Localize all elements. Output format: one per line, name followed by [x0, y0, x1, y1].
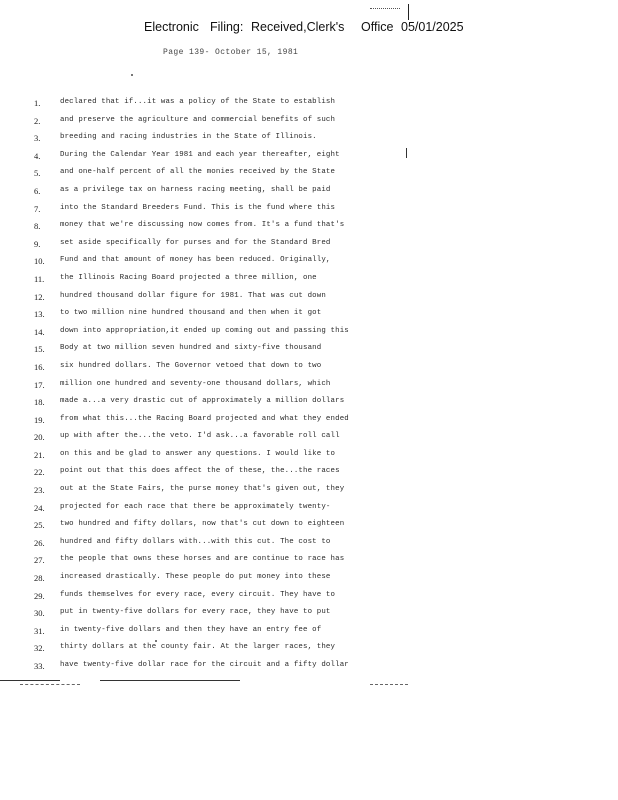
bottom-rule [0, 680, 410, 686]
line-text: in twenty-five dollars and then they have an entry fee of [60, 625, 322, 634]
page-header: Page 139- October 15, 1981 [163, 48, 299, 57]
line-number: 18. [34, 397, 45, 408]
line-text: put in twenty-five dollars for every race, they have to put [60, 608, 331, 617]
line-number: 20. [34, 432, 45, 443]
line-text: into the Standard Breeders Fund. This is the fund where this [60, 203, 336, 212]
line-text: projected for each race that there be approximately twenty- [60, 502, 331, 511]
line-text: six hundred dollars. The Governor vetoed that down to two [60, 361, 322, 370]
line-number: 6. [34, 185, 41, 196]
transcript-line [0, 342, 618, 360]
line-text: million one hundred and seventy-one thousand dollars, which [60, 379, 331, 388]
line-text: as a privilege tax on harness racing meeting, shall be paid [60, 185, 331, 194]
line-text: two hundred and fifty dollars, now that's cut down to eighteen [60, 520, 345, 529]
filing-stamp [144, 20, 474, 38]
line-number: 5. [34, 168, 41, 179]
line-number: 24. [34, 502, 45, 513]
transcript-line [0, 272, 618, 290]
line-text: made a...a very drastic cut of approximately a million dollars [60, 397, 345, 406]
line-text: on this and be glad to answer any questions. I would like to [60, 449, 336, 458]
line-text: Body at two million seven hundred and sixty-five thousand [60, 344, 322, 353]
transcript-line [0, 553, 618, 571]
line-text: to two million nine hundred thousand and then when it got [60, 309, 322, 318]
transcript-line [0, 536, 618, 554]
line-text: the Illinois Racing Board projected a three million, one [60, 273, 317, 282]
transcript-line [0, 589, 618, 607]
transcript-line [0, 624, 618, 642]
transcript-line [0, 360, 618, 378]
line-text: set aside specifically for purses and for the Standard Bred [60, 238, 331, 247]
rule-dash [370, 684, 408, 686]
line-text: down into appropriation,it ended up coming out and passing this [60, 326, 349, 335]
stamp-word-electronic: Electronic [144, 20, 199, 34]
line-number: 19. [34, 414, 45, 425]
line-number: 7. [34, 203, 41, 214]
line-number: 8. [34, 221, 41, 232]
scan-artifact-dots [370, 8, 400, 11]
line-text: and one-half percent of all the monies received by the State [60, 168, 336, 177]
transcript-line [0, 465, 618, 483]
line-number: 14. [34, 326, 45, 337]
rule-dash [20, 684, 80, 686]
transcript-line [0, 659, 618, 677]
line-number: 23. [34, 485, 45, 496]
transcript-line [0, 290, 618, 308]
transcript-line [0, 131, 618, 149]
scan-artifact-tick [408, 4, 409, 20]
line-text: up with after the...the veto. I'd ask...a favorable roll call [60, 432, 340, 441]
line-number: 27. [34, 555, 45, 566]
transcript-line [0, 184, 618, 202]
transcript-line [0, 166, 618, 184]
stamp-word-filing: Filing: [210, 20, 244, 34]
line-text: the people that owns these horses and are continue to race has [60, 555, 345, 564]
transcript-line [0, 606, 618, 624]
line-number: 30. [34, 608, 45, 619]
transcript-line [0, 202, 618, 220]
line-text: hundred thousand dollar figure for 1981. That was cut down [60, 291, 326, 300]
transcript-line [0, 483, 618, 501]
line-number: 31. [34, 625, 45, 636]
scan-speck [131, 74, 133, 76]
transcript-line [0, 219, 618, 237]
line-number: 12. [34, 291, 45, 302]
transcript-line [0, 413, 618, 431]
line-text: thirty dollars at the county fair. At the larger races, they [60, 643, 336, 652]
line-text: breeding and racing industries in the State of Illinois. [60, 133, 317, 142]
line-text: out at the State Fairs, the purse money that's given out, they [60, 485, 345, 494]
rule-segment [0, 680, 60, 681]
transcript-line [0, 307, 618, 325]
transcript-line [0, 518, 618, 536]
transcript-line [0, 149, 618, 167]
line-number: 2. [34, 115, 41, 126]
transcript-line [0, 641, 618, 659]
line-number: 13. [34, 309, 45, 320]
transcript-line [0, 430, 618, 448]
line-number: 11. [34, 273, 45, 284]
transcript-line [0, 395, 618, 413]
line-number: 33. [34, 661, 45, 671]
line-number: 16. [34, 361, 45, 372]
transcript-line [0, 501, 618, 519]
line-number: 29. [34, 590, 45, 601]
line-text: declared that if...it was a policy of the State to establish [60, 98, 336, 106]
line-text: hundred and fifty dollars with...with this cut. The cost to [60, 537, 331, 546]
transcript-line [0, 237, 618, 255]
line-number: 9. [34, 238, 41, 249]
line-number: 3. [34, 133, 41, 144]
line-number: 22. [34, 467, 45, 478]
line-number: 25. [34, 520, 45, 531]
line-number: 28. [34, 573, 45, 584]
line-number: 21. [34, 449, 45, 460]
line-number: 1. [34, 98, 41, 108]
transcript-line [0, 96, 618, 114]
stamp-word-office: Office [361, 20, 394, 34]
line-text: point out that this does affect the of these, the...the races [60, 467, 340, 476]
line-number: 26. [34, 537, 45, 548]
line-text: increased drastically. These people do put money into these [60, 573, 331, 582]
line-text: from what this...the Racing Board projected and what they ended [60, 414, 349, 423]
transcript-line [0, 114, 618, 132]
line-text: and preserve the agriculture and commercial benefits of such [60, 115, 336, 124]
transcript-line [0, 325, 618, 343]
line-number: 17. [34, 379, 45, 390]
stamp-date: 05/01/2025 [401, 20, 464, 34]
line-text: money that we're discussing now comes from. It's a fund that's [60, 221, 345, 230]
line-number: 10. [34, 256, 45, 267]
transcript-line [0, 254, 618, 272]
line-text: have twenty-five dollar race for the circuit and a fifty dollar [60, 661, 349, 669]
stamp-word-received: Received,Clerk's [251, 20, 345, 34]
line-number: 32. [34, 643, 45, 654]
line-text: funds themselves for every race, every circuit. They have to [60, 590, 336, 599]
transcript-line [0, 378, 618, 396]
line-text: Fund and that amount of money has been reduced. Originally, [60, 256, 331, 265]
line-text: During the Calendar Year 1981 and each year thereafter, eight [60, 150, 340, 159]
transcript-line [0, 571, 618, 589]
line-number: 15. [34, 344, 45, 355]
line-number: 4. [34, 150, 41, 161]
rule-segment [100, 680, 240, 681]
transcript-lines [0, 96, 618, 677]
transcript-line [0, 448, 618, 466]
